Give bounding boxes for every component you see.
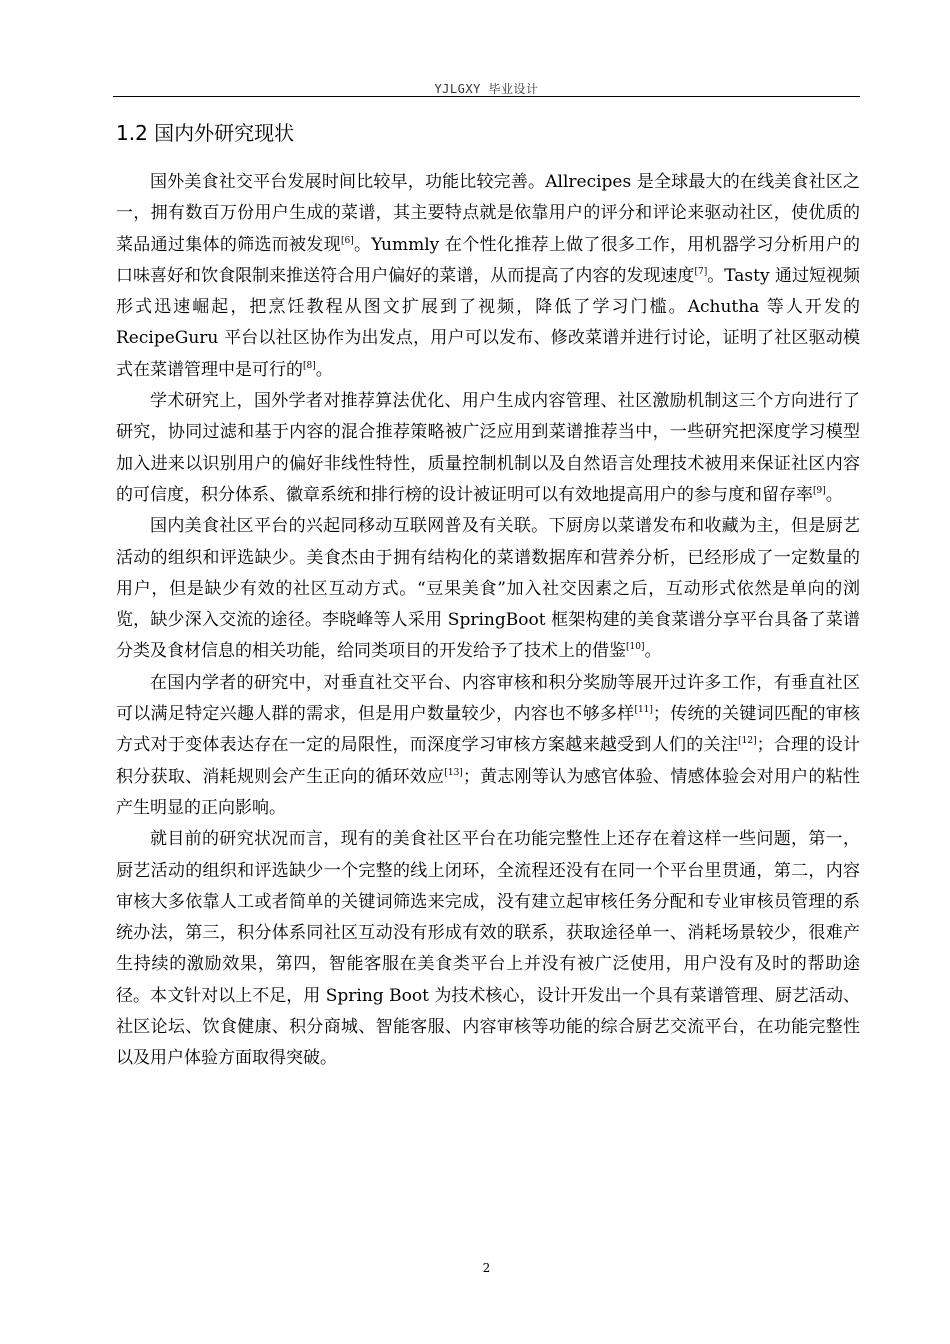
paragraph-text: 学术研究上，国外学者对推荐算法优化、用户生成内容管理、社区激励机制这三个方向进行了研究，协同过滤和基于内容的混合推荐策略被广泛应用到菜谱推荐当中，一些研究把深度学习模型加入进来以识别用户的偏好非线性特性，质量控制机制以及自然语言处理技术被用来保证社区内容的可信度，积分体系、徽章系统和排行榜的设计被证明可以有效地提高用户的参与度和留存率 — [116, 391, 860, 505]
citation: [12] — [738, 736, 757, 747]
paragraph-foreign-platforms — [116, 167, 860, 386]
citation: [7] — [694, 266, 708, 277]
body-text — [116, 167, 860, 1075]
citation: [8] — [303, 360, 316, 371]
citation: [9] — [813, 485, 826, 496]
paragraph-text: ；黄志刚等认为感官体验、情感体验会对用户的粘性产生明显的正向影响。 — [116, 766, 861, 818]
citation: [10] — [626, 642, 645, 653]
paragraph-text: 。Tasty 通过短视频形式迅速崛起，把烹饪教程从图文扩展到了视频，降低了学习门槛。Achutha 等人开发的 RecipeGuru 平台以社区协作为出发点，用户可以发布、修改菜谱并进行讨论，证明了社区驱动模式在菜谱管理中是可行的 — [116, 265, 861, 380]
paragraph-text: 。Yummly 在个性化推荐上做了很多工作，用机器学习分析用户的口味喜好和饮食限制来推送符合用户偏好的菜谱，从而提高了内容的发现速度 — [116, 234, 860, 286]
page-number: 2 — [482, 1261, 491, 1275]
paragraph-summary — [116, 824, 860, 1074]
paragraph-text: 国内美食社区平台的兴起同移动互联网普及有关联。下厨房以菜谱发布和收藏为主，但是厨艺活动的组织和评选缺少。美食杰由于拥有结构化的菜谱数据库和营养分析，已经形成了一定数量的用户，但是缺少有效的社区互动方式。“豆果美食”加入社交因素之后，互动形式依然是单向的浏览，缺少深入交流的途径。李晓峰等人采用 SpringBoot 框架构建的美食菜谱分享平台具备了菜谱分类及食材信息的相关功能，给同类项目的开发给予了技术上的借鉴 — [116, 516, 860, 662]
running-header: YJLGXY 毕业设计 — [434, 82, 539, 96]
paragraph-text: 就目前的研究状况而言，现有的美食社区平台在功能完整性上还存在着这样一些问题，第一，厨艺活动的组织和评选缺少一个完整的线上闭环，全流程还没有在同一个平台里贯通，第二，内容审核大多依靠人工或者简单的关键词筛选来完成，没有建立起审核任务分配和专业审核员管理的系统办法，第三，积分体系同社区互动没有形成有效的联系，获取途径单一、消耗场景较少，很难产生持续的激励效果，第四，智能客服在美食类平台上并没有被广泛使用，用户没有及时的帮助途径。本文针对以上不足，用 Spring Boot 为技术核心，设计开发出一个具有菜谱管理、厨艺活动、社区论坛、饮食健康、积分商城、智能客服、内容审核等功能的综合厨艺交流平台，在功能完整性以及用户体验方面取得突破。 — [116, 829, 860, 1069]
paragraph-text: ；传统的关键词匹配的审核方式对于变体表达存在一定的局限性，而深度学习审核方案越来越受到人们的关注 — [116, 704, 861, 756]
paragraph-domestic-platforms — [116, 511, 860, 667]
paragraph-text: 。 — [825, 484, 843, 505]
paragraph-text: 在国内学者的研究中，对垂直社交平台、内容审核和积分奖励等展开过许多工作，有垂直社区可以满足特定兴趣人群的需求，但是用户数量较少，内容也不够多样 — [116, 672, 860, 725]
paragraph-domestic-academic — [116, 668, 860, 824]
citation: [13] — [444, 767, 463, 778]
paragraph-text: 。 — [315, 359, 333, 380]
header-rule — [113, 96, 860, 97]
section-title: 1.2 国内外研究现状 — [116, 121, 295, 145]
paragraph-text: 。 — [644, 641, 662, 662]
citation: [6] — [340, 235, 354, 246]
paragraph-text: ；合理的设计积分获取、消耗规则会产生正向的循环效应 — [116, 735, 861, 787]
citation: [11] — [634, 705, 653, 716]
paragraph-foreign-academic — [116, 386, 860, 511]
paragraph-text: 国外美食社交平台发展时间比较早，功能比较完善。Allrecipes 是全球最大的在线美食社区之一，拥有数百万份用户生成的菜谱，其主要特点就是依靠用户的评分和评论来驱动社区，使优质的菜品通过集体的筛选而被发现 — [116, 172, 860, 255]
